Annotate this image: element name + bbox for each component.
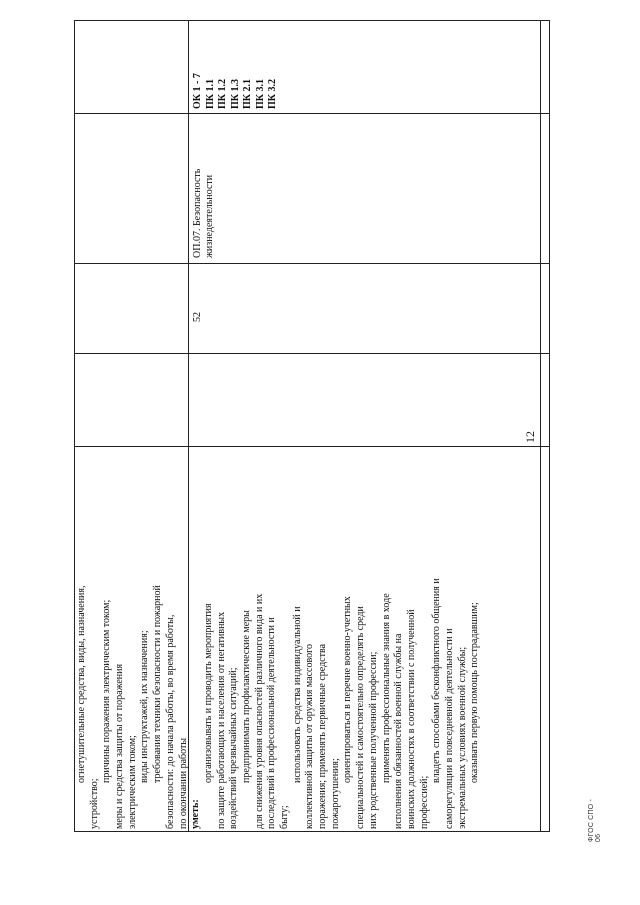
text-line: причины поражения электрическим током;: [101, 599, 113, 783]
column-divider: [74, 113, 550, 114]
text-line: пожаротушения;: [329, 758, 341, 829]
competency-code: ОК 1 - 7: [192, 73, 203, 109]
text-line: владеть способами бесконфликтного общения и: [431, 578, 443, 783]
document-page: [70, 40, 555, 840]
text-line: оказывать первую помощь пострадавшим;: [469, 602, 481, 783]
text-line: огнетушительные средства, виды, назначения,: [76, 585, 87, 783]
column-divider: [74, 263, 550, 264]
text-line: требования техники безопасности и пожарной: [152, 585, 164, 783]
table-border-left: [74, 831, 550, 832]
competency-code: ПК 2.1: [242, 78, 253, 109]
text-line: них родственные полученной профессии;: [367, 651, 379, 829]
hours-cell: 52: [192, 312, 203, 322]
text-line: организовывать и проводить мероприятия: [202, 603, 214, 783]
text-line: экстремальных условиях военной службы;: [456, 646, 468, 829]
row-divider: [540, 20, 541, 832]
table-border-bottom: [549, 20, 550, 832]
text-line: по окончании работы: [177, 737, 189, 829]
text-line: электрическим током;: [126, 735, 138, 829]
text-line: воинских должностях в соответствии с полученной: [405, 609, 417, 829]
text-line: исполнения обязанностей военной службы на: [393, 633, 405, 829]
text-line: ориентироваться в перечне военно-учетных: [342, 596, 354, 783]
competency-code: ПК 3.1: [254, 78, 266, 109]
text-line: последствий в профессиональной деятельности и: [266, 617, 278, 829]
competency-codes: [192, 73, 280, 109]
footer-text: ФГОС СПО - 06: [588, 799, 602, 842]
text-line: специальностей и самостоятельно определять среди: [355, 606, 367, 829]
text-line: устройство;: [88, 778, 100, 829]
table-border-top: [74, 20, 75, 832]
text-line: меры и средства защиты от поражения: [114, 663, 126, 829]
text-line: предпринимать профилактические меры: [240, 610, 252, 783]
competency-code: ПК 1.3: [229, 78, 241, 109]
competency-code: ПК 3.2: [267, 78, 278, 109]
text-line: саморегуляции в повседневной деятельности и: [443, 628, 455, 829]
text-line: безопасности: до начала работы, во время работы,: [164, 614, 176, 829]
curriculum-table: [74, 20, 550, 832]
table-border-right: [74, 20, 550, 21]
competency-code: ПК 1.2: [217, 78, 228, 109]
footer-label: [588, 790, 602, 842]
text-line: использовать средства индивидуальной и: [291, 606, 303, 783]
column-divider: [74, 353, 550, 354]
text-line: коллективной защиты от оружия массового: [304, 644, 316, 829]
text-line: профессией;: [418, 775, 430, 829]
section-heading: уметь:: [190, 799, 202, 829]
text-line: воздействий чрезвычайных ситуаций;: [228, 667, 240, 829]
text-line: для снижения уровня опасностей различного вида и их: [253, 593, 265, 829]
discipline-cell: ОП.07. Безопасность жизнедеятельности: [192, 168, 215, 258]
requirements-text: [76, 447, 482, 829]
text-line: применять профессиональные знания в ходе: [380, 593, 392, 783]
page-number: 12: [523, 431, 537, 443]
text-line: поражения; применять первичные средства: [317, 643, 329, 829]
competency-code: ПК 1.1: [204, 78, 216, 109]
text-line: быту;: [279, 805, 290, 829]
text-line: по защите работающих и населения от негативных: [215, 611, 227, 829]
text-line: виды инструктажей, их назначения;: [139, 630, 151, 783]
